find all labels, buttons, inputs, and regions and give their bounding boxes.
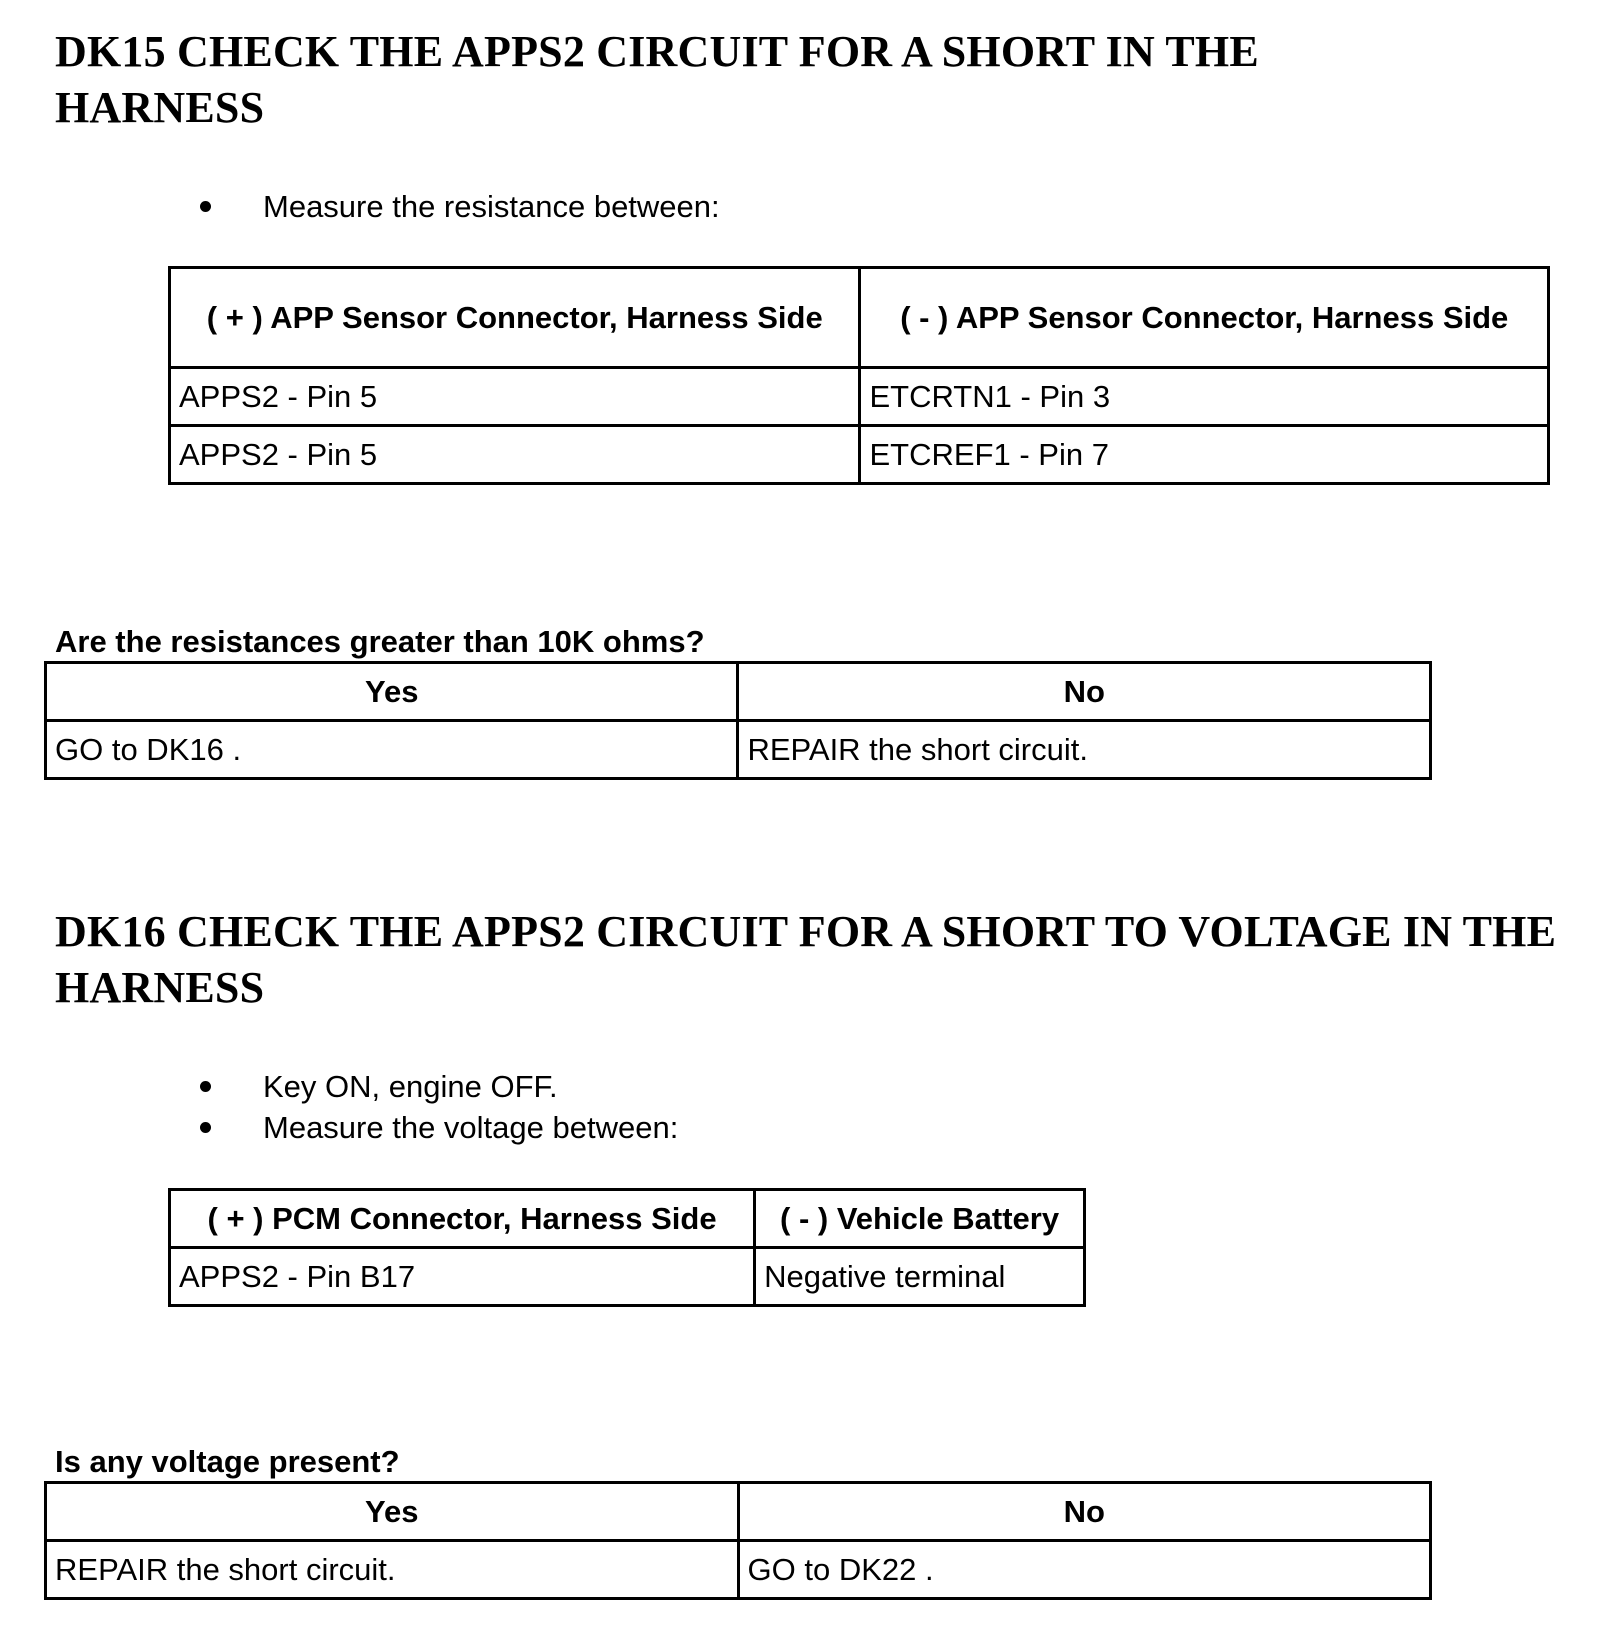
table-cell: ETCREF1 - Pin 7 [860, 426, 1549, 484]
table-cell: Negative terminal [755, 1248, 1085, 1306]
dk16-steps [200, 1066, 678, 1148]
table-cell: APPS2 - Pin B17 [170, 1248, 755, 1306]
yes-header: Yes [46, 1483, 739, 1541]
no-header: No [738, 1483, 1430, 1541]
table-cell: ETCRTN1 - Pin 3 [860, 368, 1549, 426]
list-item [200, 186, 720, 227]
table-row [46, 1541, 1431, 1599]
no-header: No [738, 663, 1431, 721]
table-row [170, 1248, 1085, 1306]
table-header-row [46, 663, 1431, 721]
table-row [170, 368, 1549, 426]
column-header: ( + ) APP Sensor Connector, Harness Side [170, 268, 860, 368]
dk15-steps [200, 186, 720, 227]
bullet-icon [200, 1081, 211, 1092]
step-text: Measure the resistance between: [263, 189, 720, 224]
table-row [46, 721, 1431, 779]
column-header: ( + ) PCM Connector, Harness Side [170, 1190, 755, 1248]
list-item [200, 1066, 678, 1107]
list-item [200, 1107, 678, 1148]
dk16-measurement-table [168, 1188, 1086, 1307]
dk15-title: DK15 CHECK THE APPS2 CIRCUIT FOR A SHORT IN THE HARNESS [55, 27, 1259, 132]
table-header-row [46, 1483, 1431, 1541]
yes-action: REPAIR the short circuit. [46, 1541, 739, 1599]
step-text: Key ON, engine OFF. [263, 1069, 558, 1104]
dk15-question: Are the resistances greater than 10K ohms? [55, 624, 705, 659]
no-action: GO to DK22 . [738, 1541, 1430, 1599]
table-row [170, 426, 1549, 484]
table-cell: APPS2 - Pin 5 [170, 368, 860, 426]
dk15-measurement-table [168, 266, 1550, 485]
table-cell: APPS2 - Pin 5 [170, 426, 860, 484]
dk16-answer-table [44, 1481, 1432, 1600]
bullet-icon [200, 1122, 211, 1133]
dk16-question: Is any voltage present? [55, 1444, 400, 1479]
table-header-row [170, 1190, 1085, 1248]
bullet-icon [200, 201, 211, 212]
dk16-title: DK16 CHECK THE APPS2 CIRCUIT FOR A SHORT TO VOLTAGE IN THE HARNESS [55, 907, 1557, 1012]
yes-header: Yes [46, 663, 738, 721]
table-header-row [170, 268, 1549, 368]
dk15-answer-table [44, 661, 1432, 780]
yes-action: GO to DK16 . [46, 721, 738, 779]
step-text: Measure the voltage between: [263, 1110, 679, 1145]
no-action: REPAIR the short circuit. [738, 721, 1431, 779]
column-header: ( - ) APP Sensor Connector, Harness Side [860, 268, 1549, 368]
column-header: ( - ) Vehicle Battery [755, 1190, 1085, 1248]
